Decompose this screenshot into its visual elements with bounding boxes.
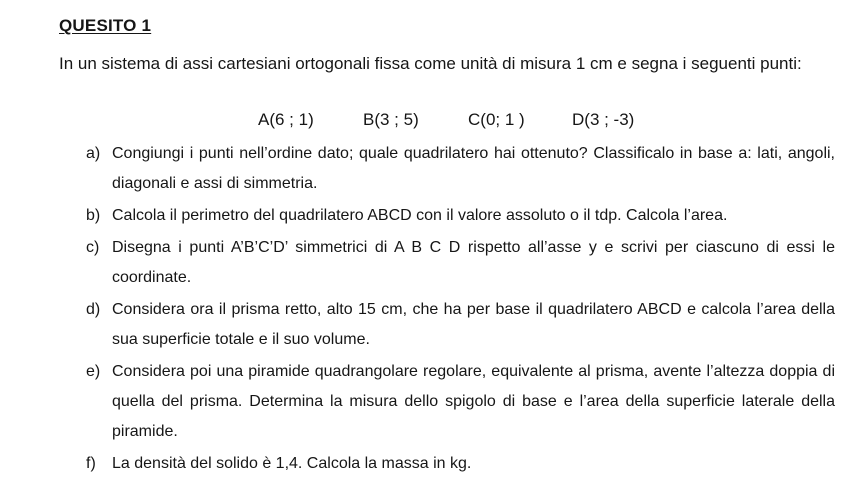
task-text: Calcola il perimetro del quadrilatero ABCD con il valore assoluto o il tdp. Calcola l’area. <box>112 207 728 224</box>
point-a: A(6 ; 1) <box>258 110 314 129</box>
task-item-d <box>0 295 859 355</box>
task-text: Considera poi una piramide quadrangolare regolare, equivalente al prisma, avente l’altezza doppia di quella del prisma. Determina la misura dello spigolo di base e l’area della superficie laterale della piramide. <box>112 363 835 440</box>
task-text: La densità del solido è 1,4. Calcola la massa in kg. <box>112 455 472 472</box>
task-item-c <box>0 233 859 293</box>
question-title: QUESITO 1 <box>59 16 152 35</box>
task-text: Considera ora il prisma retto, alto 15 cm, che ha per base il quadrilatero ABCD e calcola l’area della sua superficie totale e il suo volume. <box>112 301 835 348</box>
task-item-b <box>0 201 859 231</box>
task-marker: f) <box>86 455 96 472</box>
point-c: C(0; 1 ) <box>468 110 525 129</box>
task-marker: e) <box>86 363 101 380</box>
task-text: Disegna i punti A’B’C’D’ simmetrici di A B C D rispetto all’asse y e scrivi per ciascuno di essi le coordinate. <box>112 239 835 286</box>
task-item-a <box>0 139 859 199</box>
task-marker: b) <box>86 207 101 224</box>
task-marker: c) <box>86 239 100 256</box>
task-list <box>0 139 859 481</box>
point-d: D(3 ; -3) <box>572 110 635 129</box>
task-marker: a) <box>86 145 101 162</box>
task-item-f <box>0 449 859 479</box>
task-marker: d) <box>86 301 101 318</box>
intro-paragraph: In un sistema di assi cartesiani ortogonali fissa come unità di misura 1 cm e segna i seguenti punti: <box>59 54 802 73</box>
point-b: B(3 ; 5) <box>363 110 419 129</box>
task-item-e <box>0 357 859 447</box>
points-row <box>0 110 859 134</box>
task-text: Congiungi i punti nell’ordine dato; quale quadrilatero hai ottenuto? Classificalo in base a: lati, angoli, diagonali e assi di simmetria. <box>112 145 835 192</box>
